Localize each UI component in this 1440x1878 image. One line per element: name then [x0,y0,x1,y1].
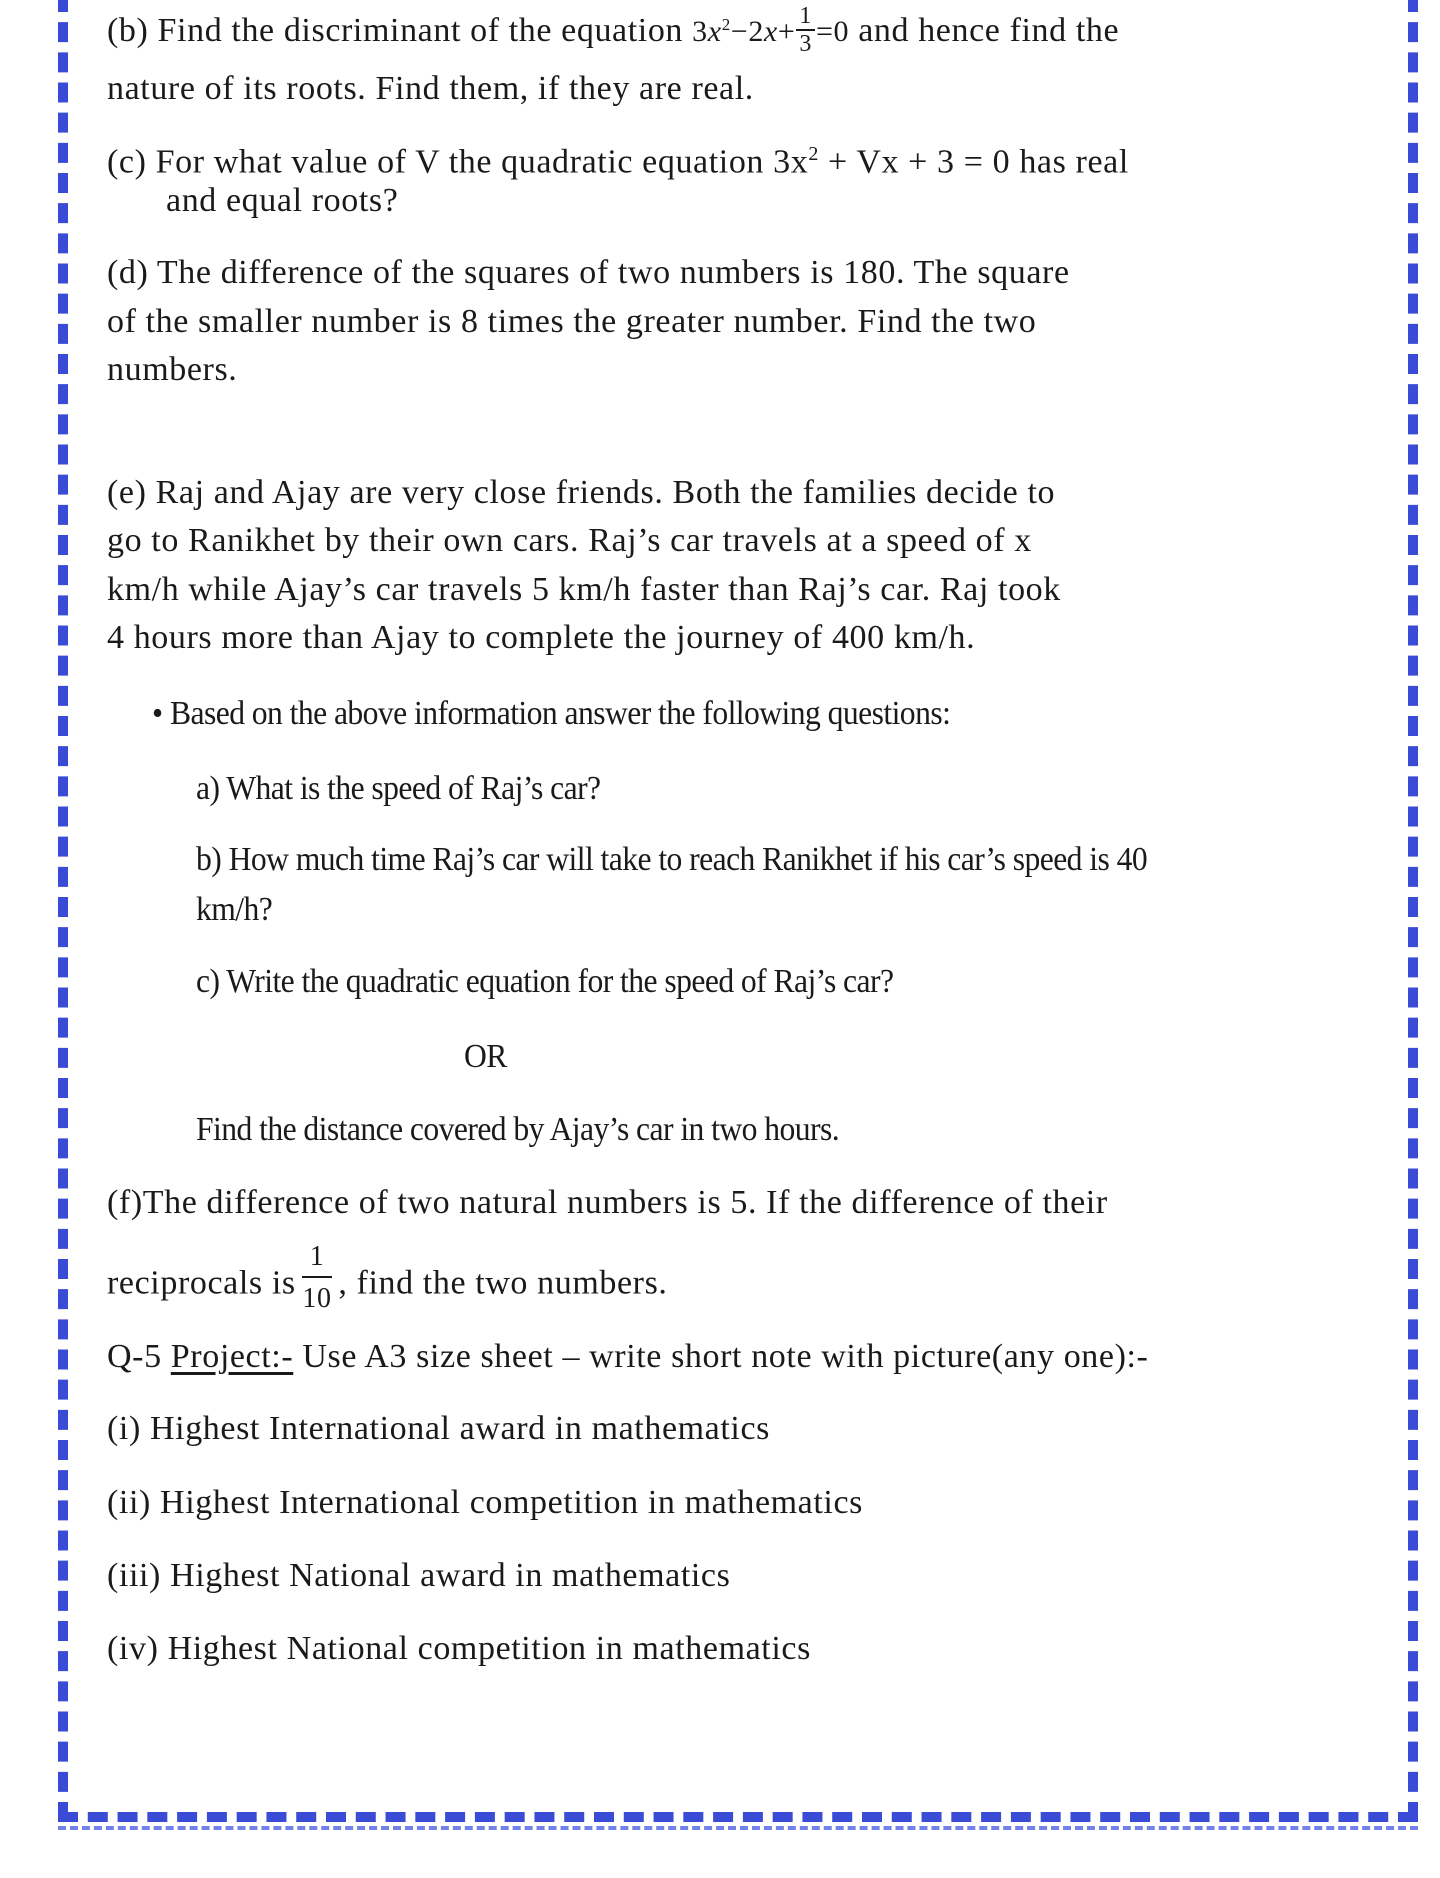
q5-item-4: (iv) Highest National competition in mathematics [107,1630,811,1667]
question-b-line-2: nature of its roots. Find them, if they are real. [107,70,754,107]
question-f-line-2 [107,1241,668,1323]
question-c-text-before: (c) For what value of V the quadratic equation 3x [107,143,809,181]
question-e-intro-text: Based on the above information answer the following questions: [169,695,951,732]
question-e-line-1: (e) Raj and Ajay are very close friends. Both the families decide to [107,474,1056,511]
question-b-line-1 [107,3,1120,60]
question-e-sub-a: a) What is the speed of Raj’s car? [196,770,601,807]
bullet-icon: • [152,695,163,732]
question-d-line-2: of the smaller number is 8 times the greater number. Find the two [107,303,1037,340]
question-e-or: OR [464,1038,507,1075]
question-b-text-after: and hence find the [858,11,1120,49]
q5-prefix: Q-5 [107,1338,171,1375]
q5-item-3: (iii) Highest National award in mathematics [107,1557,731,1594]
q5-project-label: Project:- [170,1338,294,1375]
equation-fraction-numerator: 1 [796,4,815,31]
question-e-line-3: km/h while Ajay’s car travels 5 km/h faster than Raj’s car. Raj took [107,571,1061,608]
reciprocal-fraction [302,1240,333,1315]
equation-variable: x [707,14,722,48]
equation-coefficient: 3 [692,14,708,48]
q5-instructions: Use A3 size sheet – write short note with picture(any one):- [293,1338,1149,1375]
question-e-sub-b-line-2: km/h? [196,891,273,928]
equation-variable-2: x [763,14,778,48]
q5-item-2: (ii) Highest International competition in mathematics [107,1484,863,1521]
equation-linear-coefficient: −2 [730,14,764,48]
question-d-line-3: numbers. [107,351,238,388]
question-b-text-before: (b) Find the discriminant of the equation [107,11,684,49]
question-e-sub-c: c) Write the quadratic equation for the speed of Raj’s car? [196,963,894,1000]
discriminant-equation [692,3,850,60]
question-e-sub-b-line-1: b) How much time Raj’s car will take to reach Ranikhet if his car’s speed is 40 [196,841,1148,878]
equation-exponent: 2 [721,14,731,34]
equation-rhs: =0 [815,14,850,48]
question-c-line-2: and equal roots? [166,182,399,219]
question-c-exponent: 2 [808,143,819,165]
question-f-text-after: , find the two numbers. [338,1264,668,1302]
question-d-line-1: (d) The difference of the squares of two numbers is 180. The square [107,254,1070,291]
question-c-line-1 [107,144,1129,179]
question-c-text-after: + Vx + 3 = 0 has real [818,143,1129,181]
question-f-text-before: reciprocals is [107,1264,296,1302]
question-e-intro [152,697,950,731]
q5-item-1: (i) Highest International award in mathematics [107,1410,770,1447]
question-e-alternative: Find the distance covered by Ajay’s car in two hours. [196,1111,840,1148]
equation-fraction-denominator: 3 [799,31,812,57]
question-e-line-4: 4 hours more than Ajay to complete the journey of 400 km/h. [107,619,976,656]
q5-heading [107,1340,1148,1374]
reciprocal-fraction-numerator: 1 [302,1240,333,1278]
question-e-line-2: go to Ranikhet by their own cars. Raj’s car travels at a speed of x [107,522,1032,559]
reciprocal-fraction-denominator: 10 [302,1282,332,1314]
question-f-line-1: (f)The difference of two natural numbers is 5. If the difference of their [107,1184,1108,1221]
equation-fraction [796,4,815,56]
equation-plus: + [777,14,796,48]
